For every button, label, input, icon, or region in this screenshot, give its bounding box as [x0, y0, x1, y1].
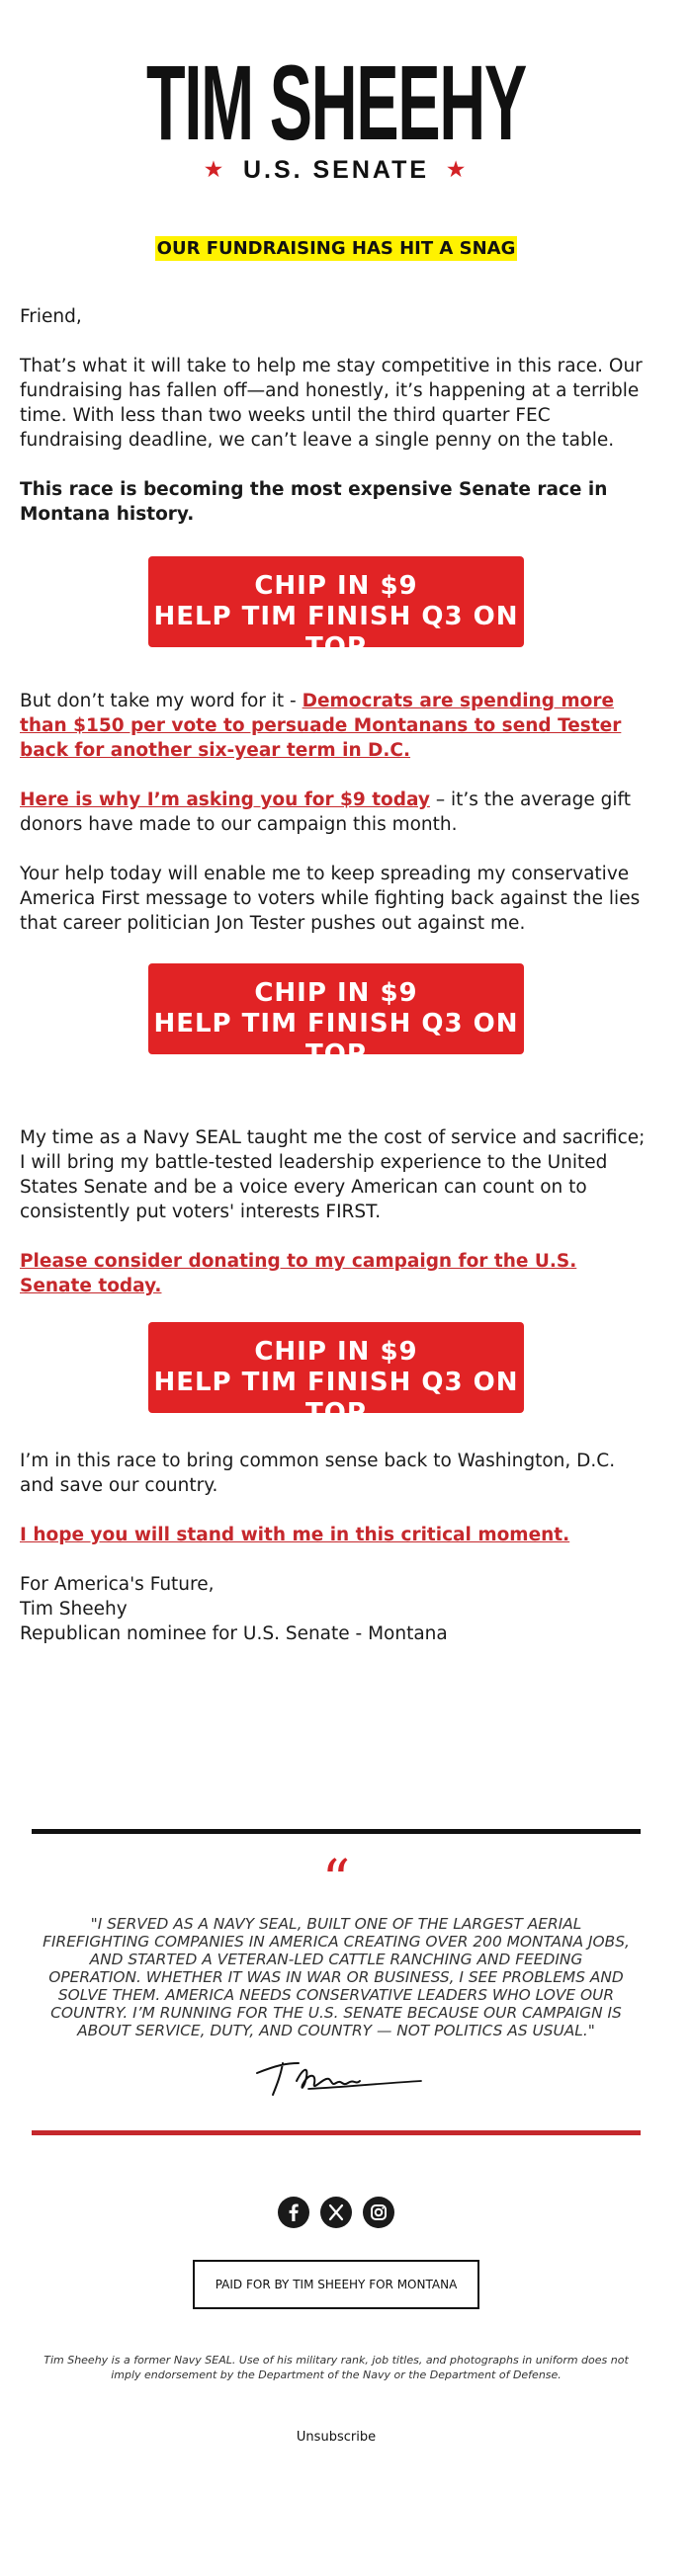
signoff-name: Tim Sheehy: [20, 1599, 128, 1620]
donate-button-line1: CHIP IN $9: [254, 571, 418, 601]
logo-name: TIM SHEEHY: [146, 42, 527, 162]
paid-for-box: PAID FOR BY TIM SHEEHY FOR MONTANA: [193, 2260, 479, 2309]
alert-text: OUR FUNDRAISING HAS HIT A SNAG: [156, 238, 516, 259]
instagram-icon[interactable]: [363, 2197, 394, 2228]
greeting: Friend,: [20, 306, 82, 327]
paragraph-text: But don’t take my word for it -: [20, 691, 303, 711]
signoff: [20, 1572, 652, 1646]
paragraph: I’m in this race to bring common sense back to Washington, D.C. and save our country.: [20, 1451, 616, 1496]
candidate-quote: "I SERVED AS A NAVY SEAL, BUILT ONE OF THE LARGEST AERIAL FIREFIGHTING COMPANIES IN AMERICA CREATING OVER 200 MONTANA JOBS, AND STARTED A VETERAN-LED CATTLE RANCHING AND FEEDING OPERATION. WHETHER IT WAS IN WAR OR BUSINESS, I SEE PROBLEMS AND SOLVE THEM. AMERICA NEEDS CONSERVATIVE LEADERS WHO LOVE OUR COUNTRY. I’M RUNNING FOR THE U.S. SENATE BECAUSE OUR CAMPAIGN IS ABOUT SERVICE, DUTY, AND COUNTRY — NOT POLITICS AS USUAL.": [43, 1915, 630, 2039]
bold-paragraph: This race is becoming the most expensive Senate race in Montana history.: [20, 479, 608, 525]
campaign-logo: [20, 0, 652, 185]
unsubscribe-link[interactable]: Unsubscribe: [296, 2430, 377, 2445]
donate-button[interactable]: [148, 556, 524, 662]
logo-subtitle-text: U.S. SENATE: [242, 156, 430, 184]
signoff-line: For America's Future,: [20, 1574, 215, 1595]
paragraph-text: – it’s the average gift donors have made to our campaign this month.: [20, 789, 631, 835]
donate-button[interactable]: [148, 1322, 524, 1428]
donate-button-line2: HELP TIM FINISH Q3 ON TOP: [153, 1368, 519, 1428]
paragraph: [20, 689, 652, 763]
paragraph: That’s what it will take to help me stay competitive in this race. Our fundraising has fallen off—and honestly, it’s happening at a terrible time. With less than two weeks until the third quarter FEC fundraising deadline, we can’t leave a single penny on the table.: [20, 356, 643, 451]
donate-button-line1: CHIP IN $9: [254, 978, 418, 1008]
paragraph: [20, 1523, 652, 1547]
democrats-spending-link[interactable]: Democrats are spending more than $150 per vote to persuade Montanans to send Tester back for another six-year term in D.C.: [20, 691, 622, 761]
star-icon: ★: [205, 159, 225, 181]
quote-mark-icon: “: [321, 1849, 351, 1913]
facebook-icon[interactable]: [278, 2197, 309, 2228]
divider: [32, 2130, 641, 2135]
donate-button[interactable]: [148, 963, 524, 1069]
legal-disclaimer: Tim Sheehy is a former Navy SEAL. Use of his military rank, job titles, and photographs in uniform does not imply endorsement by the Department of the Navy or the Department of Defense.: [43, 2354, 629, 2381]
alert-banner: [20, 238, 652, 259]
donate-today-link[interactable]: Please consider donating to my campaign for the U.S. Senate today.: [20, 1251, 577, 1296]
signature-image: [247, 2051, 425, 2107]
stand-with-me-link[interactable]: I hope you will stand with me in this critical moment.: [20, 1525, 570, 1545]
donate-button-line2: HELP TIM FINISH Q3 ON TOP: [153, 1009, 519, 1069]
donate-button-line1: CHIP IN $9: [254, 1337, 418, 1367]
star-icon: ★: [447, 159, 468, 181]
divider: [32, 1829, 641, 1834]
signature: [20, 2051, 652, 2107]
donate-button-line2: HELP TIM FINISH Q3 ON TOP: [153, 602, 519, 662]
why-nine-dollars-link[interactable]: Here is why I’m asking you for $9 today: [20, 789, 430, 810]
paragraph: [20, 788, 652, 837]
signoff-title: Republican nominee for U.S. Senate - Montana: [20, 1623, 448, 1644]
paragraph: [20, 1249, 652, 1298]
x-icon[interactable]: [320, 2197, 352, 2228]
paragraph: Your help today will enable me to keep spreading my conservative America First message to voters while fighting back against the lies that career politician Jon Tester pushes out against me.: [20, 864, 641, 934]
social-links: [20, 2197, 652, 2228]
email-body: [20, 0, 652, 2445]
paragraph: My time as a Navy SEAL taught me the cost of service and sacrifice; I will bring my battle-tested leadership experience to the United States Senate and be a voice every American can count on to consistently put voters' interests FIRST.: [20, 1127, 646, 1222]
